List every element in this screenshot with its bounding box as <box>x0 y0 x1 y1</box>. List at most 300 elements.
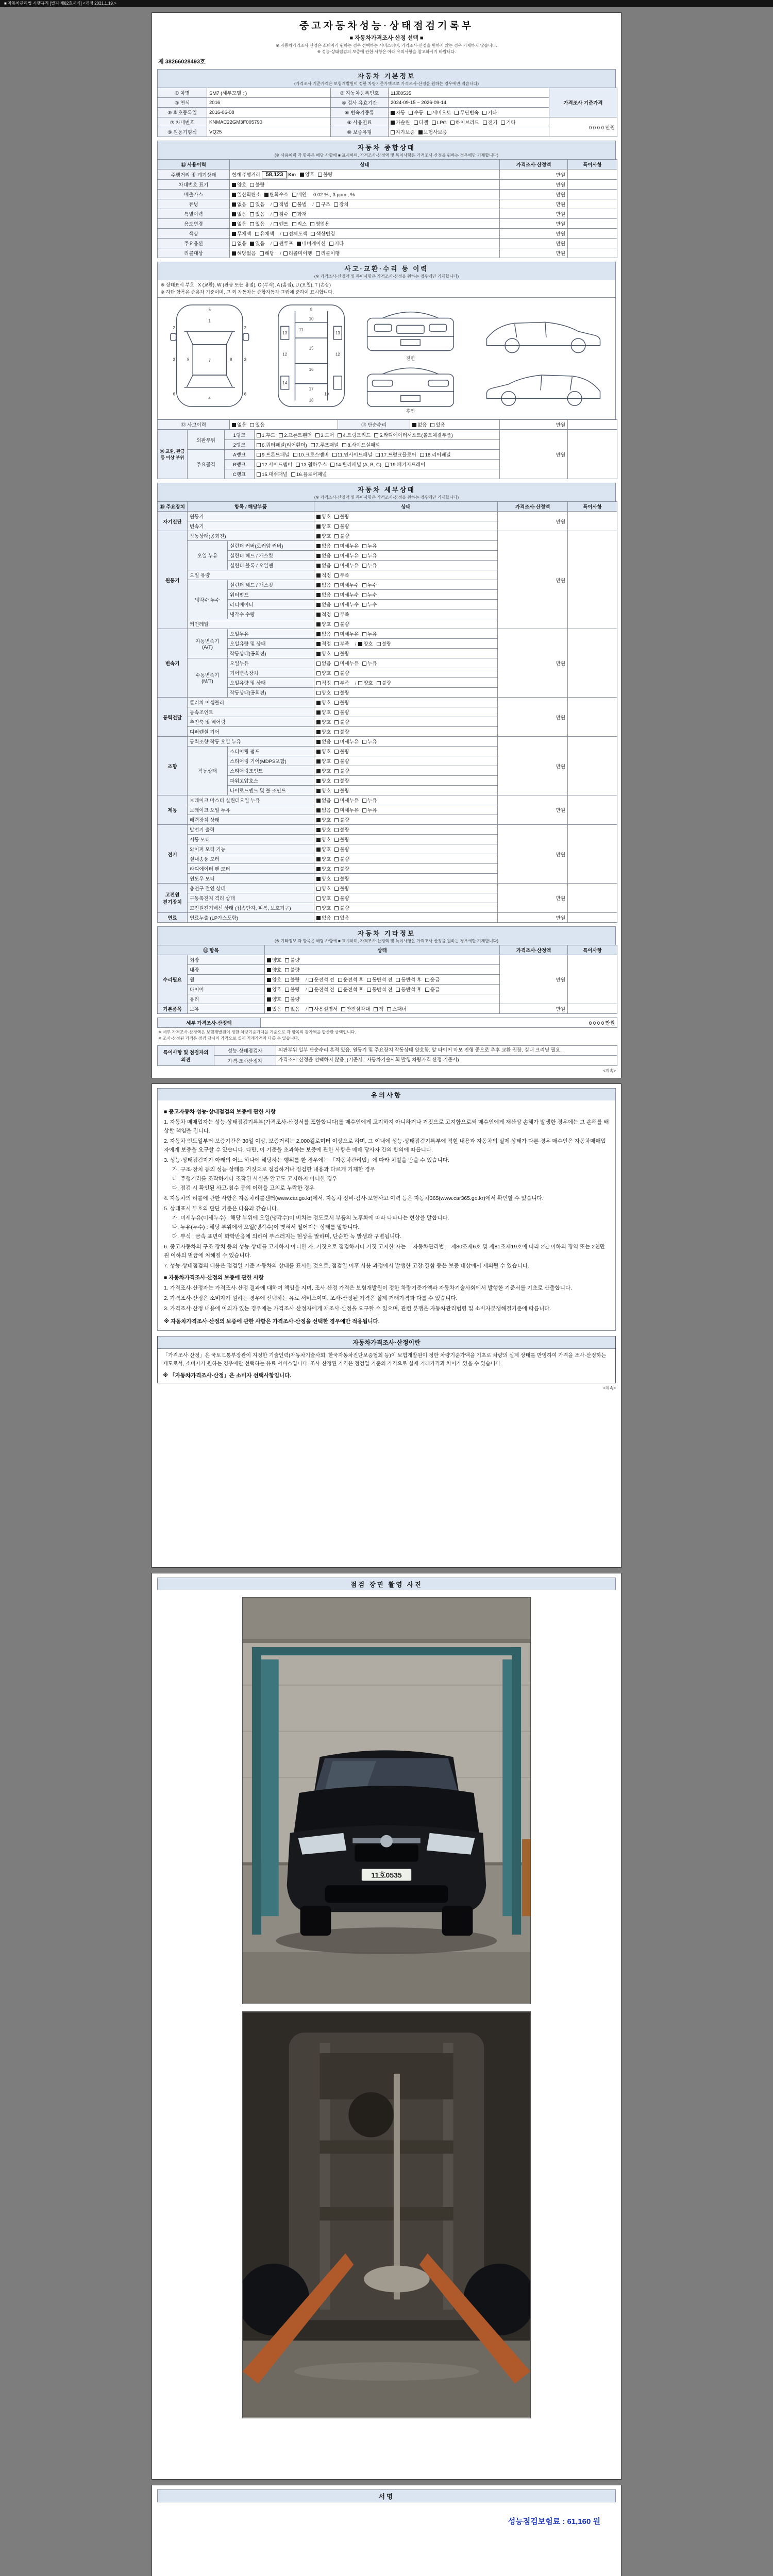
signature-space[interactable] <box>157 2527 616 2576</box>
checkbox-option[interactable] <box>316 787 331 794</box>
checkbox[interactable] <box>316 906 321 910</box>
checkbox-option[interactable] <box>250 210 264 217</box>
checkbox[interactable] <box>274 212 278 216</box>
checkbox[interactable] <box>334 789 339 793</box>
checkbox-option[interactable] <box>501 118 515 126</box>
checkbox[interactable] <box>316 867 321 871</box>
checkbox-option[interactable] <box>334 562 359 569</box>
checkbox[interactable] <box>316 593 321 597</box>
checkbox[interactable] <box>257 433 261 437</box>
checkbox[interactable] <box>367 978 371 982</box>
checkbox[interactable] <box>334 759 339 764</box>
checkbox-option[interactable] <box>283 249 312 257</box>
checkbox[interactable] <box>296 463 300 467</box>
checkbox[interactable] <box>374 1007 378 1011</box>
checkbox-option[interactable] <box>285 986 299 993</box>
checkbox-option[interactable] <box>232 240 246 247</box>
checkbox[interactable] <box>334 554 339 558</box>
checkbox-option[interactable] <box>292 220 307 227</box>
checkbox[interactable] <box>501 121 505 125</box>
checkbox-option[interactable] <box>316 611 331 618</box>
checkbox[interactable] <box>316 701 321 705</box>
checkbox[interactable] <box>387 1007 391 1011</box>
checkbox-option[interactable] <box>316 865 331 872</box>
checkbox[interactable] <box>232 193 236 197</box>
checkbox[interactable] <box>309 978 313 982</box>
checkbox[interactable] <box>334 720 339 724</box>
checkbox[interactable] <box>362 740 366 744</box>
checkbox-option[interactable] <box>232 220 246 227</box>
checkbox-option[interactable] <box>334 748 349 755</box>
checkbox-option[interactable] <box>334 816 349 823</box>
checkbox[interactable] <box>257 472 261 477</box>
checkbox-option[interactable] <box>334 591 359 598</box>
checkbox[interactable] <box>362 808 366 812</box>
checkbox-option[interactable] <box>316 601 331 608</box>
checkbox[interactable] <box>300 173 304 177</box>
checkbox-option[interactable] <box>316 542 331 549</box>
checkbox[interactable] <box>309 988 313 992</box>
checkbox[interactable] <box>316 681 321 685</box>
checkbox[interactable] <box>267 1007 271 1011</box>
checkbox[interactable] <box>482 111 486 115</box>
checkbox-option[interactable] <box>267 976 281 983</box>
checkbox-option[interactable] <box>334 796 359 804</box>
checkbox[interactable] <box>425 978 429 982</box>
checkbox[interactable] <box>338 988 342 992</box>
checkbox[interactable] <box>396 978 400 982</box>
checkbox-option[interactable] <box>316 777 331 784</box>
checkbox-option[interactable] <box>362 738 377 745</box>
checkbox[interactable] <box>316 896 321 901</box>
checkbox[interactable] <box>274 202 278 207</box>
checkbox[interactable] <box>358 642 362 646</box>
checkbox-option[interactable] <box>334 640 349 647</box>
checkbox[interactable] <box>334 808 339 812</box>
checkbox[interactable] <box>316 720 321 724</box>
checkbox-option[interactable] <box>267 995 281 1003</box>
checkbox-option[interactable] <box>267 966 281 973</box>
checkbox[interactable] <box>334 534 339 538</box>
checkbox[interactable] <box>232 232 236 236</box>
checkbox-option[interactable] <box>316 796 331 804</box>
checkbox-option[interactable] <box>334 855 349 862</box>
checkbox[interactable] <box>297 242 301 246</box>
checkbox[interactable] <box>267 988 271 992</box>
checkbox[interactable] <box>250 183 254 187</box>
checkbox[interactable] <box>316 789 321 793</box>
checkbox[interactable] <box>362 799 366 803</box>
checkbox[interactable] <box>316 828 321 832</box>
checkbox[interactable] <box>334 691 339 695</box>
checkbox-option[interactable] <box>293 451 329 458</box>
checkbox[interactable] <box>334 877 339 881</box>
checkbox[interactable] <box>334 662 339 666</box>
checkbox[interactable] <box>362 662 366 666</box>
checkbox-option[interactable] <box>362 591 377 598</box>
checkbox-option[interactable] <box>292 200 307 208</box>
checkbox[interactable] <box>316 622 321 626</box>
checkbox[interactable] <box>316 750 321 754</box>
checkbox-option[interactable] <box>362 562 377 569</box>
checkbox-option[interactable] <box>232 181 246 188</box>
checkbox[interactable] <box>316 916 321 920</box>
checkbox[interactable] <box>311 232 315 236</box>
checkbox[interactable] <box>285 997 289 1002</box>
checkbox[interactable] <box>334 642 339 646</box>
checkbox-option[interactable] <box>316 650 331 657</box>
checkbox[interactable] <box>285 988 289 992</box>
checkbox[interactable] <box>283 251 288 256</box>
checkbox-option[interactable] <box>250 181 264 188</box>
checkbox[interactable] <box>338 978 342 982</box>
checkbox-option[interactable] <box>425 986 440 993</box>
checkbox[interactable] <box>334 701 339 705</box>
checkbox-option[interactable] <box>482 109 497 116</box>
checkbox-option[interactable] <box>260 249 274 257</box>
checkbox-option[interactable] <box>334 542 359 549</box>
checkbox[interactable] <box>358 681 362 685</box>
checkbox[interactable] <box>316 534 321 538</box>
checkbox[interactable] <box>311 443 315 447</box>
checkbox[interactable] <box>316 613 321 617</box>
checkbox[interactable] <box>315 433 320 437</box>
checkbox[interactable] <box>334 750 339 754</box>
checkbox-option[interactable] <box>362 601 377 608</box>
checkbox-option[interactable] <box>367 986 392 993</box>
checkbox[interactable] <box>310 222 314 226</box>
checkbox-option[interactable] <box>334 699 349 706</box>
checkbox[interactable] <box>292 193 296 197</box>
checkbox[interactable] <box>285 968 289 972</box>
checkbox[interactable] <box>334 524 339 529</box>
checkbox-option[interactable] <box>330 461 381 468</box>
checkbox[interactable] <box>427 111 431 115</box>
checkbox[interactable] <box>334 896 339 901</box>
checkbox-option[interactable] <box>250 220 264 227</box>
checkbox-option[interactable] <box>316 513 331 520</box>
checkbox-option[interactable] <box>374 1005 383 1012</box>
checkbox-option[interactable] <box>257 441 307 448</box>
checkbox-option[interactable] <box>338 986 363 993</box>
checkbox[interactable] <box>338 433 342 437</box>
checkbox-option[interactable] <box>334 728 349 735</box>
checkbox-option[interactable] <box>334 806 359 814</box>
checkbox[interactable] <box>316 779 321 783</box>
checkbox[interactable] <box>257 453 261 457</box>
checkbox[interactable] <box>385 463 389 467</box>
checkbox-option[interactable] <box>316 738 331 745</box>
checkbox-option[interactable] <box>250 200 264 208</box>
checkbox[interactable] <box>316 573 321 578</box>
checkbox-option[interactable] <box>297 240 326 247</box>
checkbox-option[interactable] <box>316 855 331 862</box>
checkbox-option[interactable] <box>334 659 359 667</box>
checkbox[interactable] <box>334 202 338 207</box>
checkbox-option[interactable] <box>334 757 349 765</box>
checkbox-option[interactable] <box>232 191 261 198</box>
checkbox[interactable] <box>332 453 337 457</box>
checkbox-option[interactable] <box>334 904 349 911</box>
checkbox[interactable] <box>267 978 271 982</box>
checkbox-option[interactable] <box>315 431 334 438</box>
checkbox-option[interactable] <box>250 240 264 247</box>
checkbox-option[interactable] <box>316 914 331 921</box>
checkbox[interactable] <box>420 453 424 457</box>
checkbox-option[interactable] <box>274 240 293 247</box>
checkbox-option[interactable] <box>338 431 371 438</box>
checkbox-option[interactable] <box>334 894 349 902</box>
checkbox-option[interactable] <box>309 976 334 983</box>
checkbox-option[interactable] <box>318 171 332 178</box>
checkbox-option[interactable] <box>274 210 288 217</box>
checkbox-option[interactable] <box>334 513 349 520</box>
checkbox-option[interactable] <box>387 1005 407 1012</box>
checkbox[interactable] <box>362 583 366 587</box>
checkbox[interactable] <box>334 916 339 920</box>
checkbox-option[interactable] <box>362 581 377 588</box>
checkbox[interactable] <box>334 857 339 861</box>
checkbox[interactable] <box>334 632 339 636</box>
checkbox-option[interactable] <box>316 581 331 588</box>
checkbox-option[interactable] <box>334 885 349 892</box>
checkbox[interactable] <box>316 632 321 636</box>
checkbox-option[interactable] <box>334 620 349 628</box>
checkbox[interactable] <box>334 769 339 773</box>
checkbox-option[interactable] <box>334 571 349 579</box>
checkbox-option[interactable] <box>362 806 377 814</box>
checkbox[interactable] <box>316 671 321 675</box>
checkbox[interactable] <box>316 877 321 881</box>
checkbox-option[interactable] <box>334 200 348 208</box>
checkbox[interactable] <box>341 1007 345 1011</box>
checkbox[interactable] <box>334 740 339 744</box>
checkbox-option[interactable] <box>285 966 299 973</box>
checkbox-option[interactable] <box>257 470 288 478</box>
checkbox-option[interactable] <box>292 191 307 198</box>
checkbox-option[interactable] <box>334 522 349 530</box>
checkbox[interactable] <box>316 848 321 852</box>
checkbox-option[interactable] <box>430 421 445 428</box>
checkbox-option[interactable] <box>362 796 377 804</box>
checkbox[interactable] <box>267 997 271 1002</box>
checkbox[interactable] <box>362 632 366 636</box>
checkbox[interactable] <box>334 613 339 617</box>
checkbox[interactable] <box>334 818 339 822</box>
checkbox-option[interactable] <box>391 128 415 135</box>
checkbox[interactable] <box>334 583 339 587</box>
checkbox[interactable] <box>316 759 321 764</box>
checkbox[interactable] <box>316 740 321 744</box>
checkbox-option[interactable] <box>391 109 405 116</box>
checkbox-option[interactable] <box>316 669 331 676</box>
checkbox-option[interactable] <box>267 1005 281 1012</box>
checkbox-option[interactable] <box>432 120 447 126</box>
checkbox[interactable] <box>232 222 236 226</box>
checkbox[interactable] <box>334 848 339 852</box>
checkbox[interactable] <box>257 463 261 467</box>
checkbox-option[interactable] <box>367 976 392 983</box>
checkbox-option[interactable] <box>232 210 246 217</box>
checkbox-option[interactable] <box>285 1005 299 1012</box>
checkbox-option[interactable] <box>232 230 251 237</box>
checkbox-option[interactable] <box>316 904 331 911</box>
checkbox[interactable] <box>316 808 321 812</box>
checkbox[interactable] <box>279 433 283 437</box>
checkbox[interactable] <box>414 121 418 125</box>
checkbox[interactable] <box>283 232 288 236</box>
checkbox[interactable] <box>318 173 322 177</box>
checkbox[interactable] <box>367 988 371 992</box>
checkbox[interactable] <box>250 222 254 226</box>
checkbox[interactable] <box>374 433 378 437</box>
checkbox[interactable] <box>334 730 339 734</box>
checkbox-option[interactable] <box>376 451 416 458</box>
checkbox-option[interactable] <box>300 171 314 178</box>
checkbox[interactable] <box>316 818 321 822</box>
checkbox[interactable] <box>285 1007 289 1011</box>
checkbox[interactable] <box>250 212 254 216</box>
checkbox[interactable] <box>455 111 459 115</box>
checkbox-option[interactable] <box>391 118 410 126</box>
checkbox[interactable] <box>274 222 278 226</box>
checkbox-option[interactable] <box>316 699 331 706</box>
checkbox-option[interactable] <box>362 659 377 667</box>
checkbox-option[interactable] <box>316 806 331 814</box>
checkbox-option[interactable] <box>257 451 290 458</box>
checkbox-option[interactable] <box>385 461 425 468</box>
checkbox-option[interactable] <box>316 718 331 725</box>
checkbox[interactable] <box>329 242 333 246</box>
checkbox-option[interactable] <box>316 728 331 735</box>
checkbox[interactable] <box>377 681 381 685</box>
checkbox-option[interactable] <box>316 630 331 637</box>
checkbox-option[interactable] <box>279 431 312 438</box>
checkbox[interactable] <box>376 453 380 457</box>
checkbox[interactable] <box>330 463 334 467</box>
checkbox[interactable] <box>316 583 321 587</box>
checkbox-option[interactable] <box>311 230 335 237</box>
checkbox[interactable] <box>334 838 339 842</box>
checkbox-option[interactable] <box>316 249 340 257</box>
checkbox-option[interactable] <box>409 109 423 116</box>
checkbox[interactable] <box>316 730 321 734</box>
checkbox[interactable] <box>334 906 339 910</box>
checkbox[interactable] <box>232 202 236 207</box>
checkbox[interactable] <box>432 121 436 125</box>
checkbox[interactable] <box>316 887 321 891</box>
checkbox-option[interactable] <box>425 976 440 983</box>
checkbox-option[interactable] <box>374 431 453 438</box>
checkbox-option[interactable] <box>334 581 359 588</box>
checkbox[interactable] <box>255 232 259 236</box>
checkbox[interactable] <box>316 251 320 256</box>
checkbox[interactable] <box>316 769 321 773</box>
checkbox-option[interactable] <box>232 421 246 428</box>
checkbox[interactable] <box>334 681 339 685</box>
checkbox[interactable] <box>316 544 321 548</box>
checkbox-option[interactable] <box>257 431 275 438</box>
checkbox-option[interactable] <box>362 630 377 637</box>
checkbox-option[interactable] <box>332 451 373 458</box>
checkbox[interactable] <box>391 130 395 134</box>
checkbox-option[interactable] <box>412 421 427 428</box>
checkbox-option[interactable] <box>334 650 349 657</box>
checkbox-option[interactable] <box>455 109 479 116</box>
checkbox-option[interactable] <box>334 777 349 784</box>
checkbox[interactable] <box>334 573 339 578</box>
checkbox[interactable] <box>232 423 236 427</box>
checkbox-option[interactable] <box>310 220 330 227</box>
checkbox[interactable] <box>334 867 339 871</box>
checkbox-option[interactable] <box>309 1005 338 1012</box>
checkbox-option[interactable] <box>334 875 349 882</box>
checkbox[interactable] <box>316 857 321 861</box>
checkbox-option[interactable] <box>292 210 307 217</box>
checkbox-option[interactable] <box>316 836 331 843</box>
checkbox-option[interactable] <box>334 630 359 637</box>
checkbox-option[interactable] <box>309 986 334 993</box>
checkbox-option[interactable] <box>316 757 331 765</box>
checkbox-option[interactable] <box>285 976 299 983</box>
checkbox-option[interactable] <box>267 956 281 963</box>
checkbox[interactable] <box>232 183 236 187</box>
checkbox-option[interactable] <box>418 128 447 135</box>
checkbox[interactable] <box>232 251 236 256</box>
checkbox[interactable] <box>377 642 381 646</box>
checkbox[interactable] <box>250 202 254 207</box>
checkbox[interactable] <box>362 544 366 548</box>
checkbox-option[interactable] <box>257 461 292 468</box>
checkbox-option[interactable] <box>334 669 349 676</box>
checkbox-option[interactable] <box>316 522 331 530</box>
checkbox-option[interactable] <box>285 995 299 1003</box>
checkbox-option[interactable] <box>283 230 308 237</box>
checkbox[interactable] <box>316 202 320 207</box>
checkbox-option[interactable] <box>334 708 349 716</box>
checkbox[interactable] <box>232 212 236 216</box>
checkbox[interactable] <box>250 242 254 246</box>
checkbox[interactable] <box>260 251 264 256</box>
checkbox-option[interactable] <box>316 885 331 892</box>
checkbox-option[interactable] <box>329 240 344 247</box>
checkbox-option[interactable] <box>362 552 377 559</box>
checkbox-option[interactable] <box>316 894 331 902</box>
checkbox-option[interactable] <box>341 1005 370 1012</box>
checkbox-option[interactable] <box>285 956 299 963</box>
checkbox-option[interactable] <box>316 591 331 598</box>
checkbox[interactable] <box>316 799 321 803</box>
checkbox[interactable] <box>342 443 346 447</box>
checkbox[interactable] <box>334 799 339 803</box>
checkbox-option[interactable] <box>396 976 421 983</box>
checkbox[interactable] <box>362 603 366 607</box>
checkbox[interactable] <box>257 443 261 447</box>
checkbox-option[interactable] <box>483 118 497 126</box>
checkbox[interactable] <box>291 472 295 477</box>
checkbox[interactable] <box>334 779 339 783</box>
checkbox-option[interactable] <box>316 689 331 696</box>
checkbox-option[interactable] <box>232 200 246 208</box>
checkbox[interactable] <box>334 564 339 568</box>
checkbox[interactable] <box>483 121 487 125</box>
checkbox[interactable] <box>309 1007 313 1011</box>
checkbox-option[interactable] <box>338 976 363 983</box>
checkbox[interactable] <box>267 968 271 972</box>
checkbox[interactable] <box>316 691 321 695</box>
checkbox[interactable] <box>409 111 413 115</box>
checkbox[interactable] <box>316 710 321 715</box>
